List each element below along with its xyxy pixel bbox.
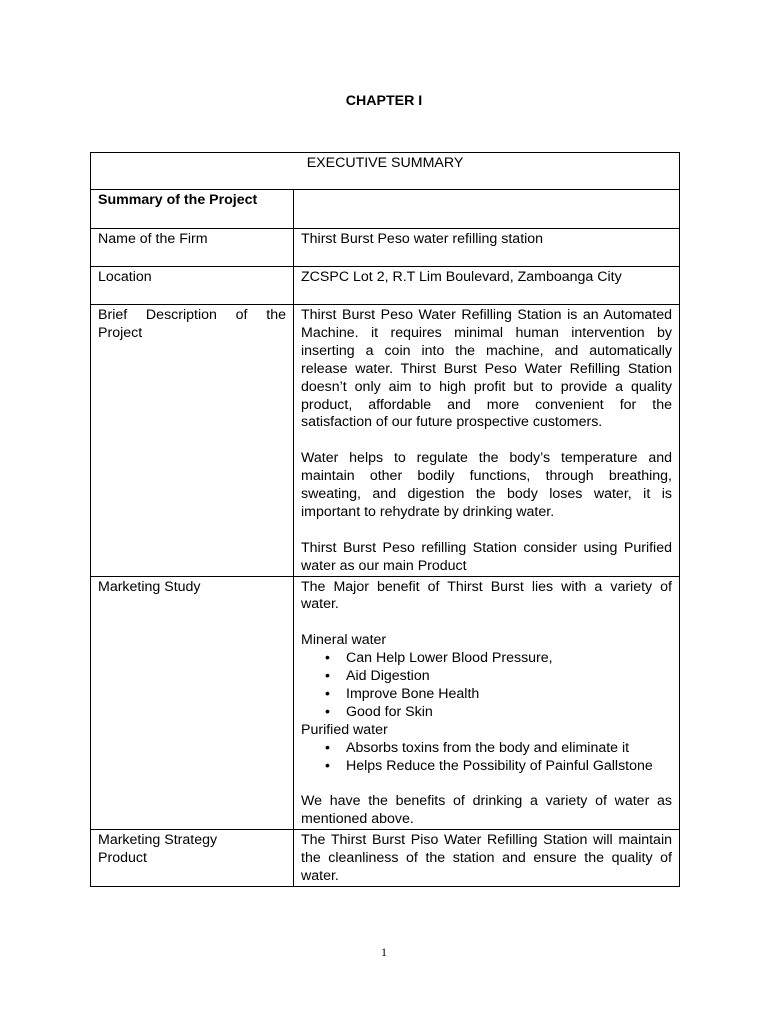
marketing-strategy-label-line2: Product (98, 850, 147, 867)
list-item: • Helps Reduce the Possibility of Painful Gallstone (346, 758, 672, 776)
list-item: • Good for Skin (346, 704, 672, 722)
marketing-study-value (294, 576, 680, 830)
page-number: 1 (381, 945, 387, 959)
brief-paragraph-3: Thirst Burst Peso refilling Station consider using Purified water as our main Product (301, 539, 672, 574)
location-label: Location (91, 267, 294, 305)
list-item: • Improve Bone Health (346, 686, 672, 704)
marketing-study-label: Marketing Study (91, 576, 294, 830)
summary-of-project-label: Summary of the Project (91, 190, 294, 229)
list-item: • Absorbs toxins from the body and eliminate it (346, 740, 672, 758)
mineral-water-list (301, 650, 672, 722)
marketing-intro: The Major benefit of Thirst Burst lies with a variety of water. (301, 578, 672, 613)
mineral-water-heading: Mineral water (301, 632, 387, 649)
list-item: • Aid Digestion (346, 668, 672, 686)
table-title-row (91, 153, 680, 190)
purified-water-heading: Purified water (301, 721, 388, 738)
marketing-closing: We have the benefits of drinking a variety of water as mentioned above. (301, 793, 672, 828)
chapter-heading: CHAPTER I (345, 93, 423, 109)
table-title: EXECUTIVE SUMMARY (91, 153, 680, 190)
brief-paragraph-2: Water helps to regulate the body’s temperature and maintain other bodily functions, through breathing, sweating, and digestion the body loses water, it is important to rehydrate by drinking water. (301, 450, 672, 520)
firm-name-label: Name of the Firm (91, 229, 294, 267)
list-item: • Can Help Lower Blood Pressure, (346, 650, 672, 668)
table-row (91, 576, 680, 830)
table-row (91, 190, 680, 229)
table-row (91, 305, 680, 577)
brief-description-label-line1: Brief Description of the (98, 307, 286, 323)
executive-summary-table (90, 152, 680, 887)
marketing-strategy-label-line1: Marketing Strategy (98, 832, 218, 849)
brief-description-value (294, 305, 680, 577)
location-value: ZCSPC Lot 2, R.T Lim Boulevard, Zamboanga City (294, 267, 680, 305)
table-row (91, 267, 680, 305)
purified-water-list (301, 740, 672, 776)
brief-description-label-line2: Project (98, 324, 143, 341)
marketing-strategy-text: The Thirst Burst Piso Water Refilling Station will maintain the cleanliness of the station and ensure the quality of water. (301, 832, 672, 885)
table-row (91, 229, 680, 267)
marketing-strategy-label (91, 830, 294, 887)
brief-paragraph-1: Thirst Burst Peso Water Refilling Station is an Automated Machine. it requires minimal human intervention by inserting a coin into the machine, and automatically release water. Thirst Burst Peso Water Refilling Station doesn’t only aim to high profit but to provide a quality product, affordable and more convenient for the satisfaction of our future prospective customers. (301, 307, 672, 431)
table-row (91, 830, 680, 887)
brief-description-label (91, 305, 294, 577)
summary-of-project-value (294, 190, 680, 229)
firm-name-value: Thirst Burst Peso water refilling station (294, 229, 680, 267)
marketing-strategy-value (294, 830, 680, 887)
